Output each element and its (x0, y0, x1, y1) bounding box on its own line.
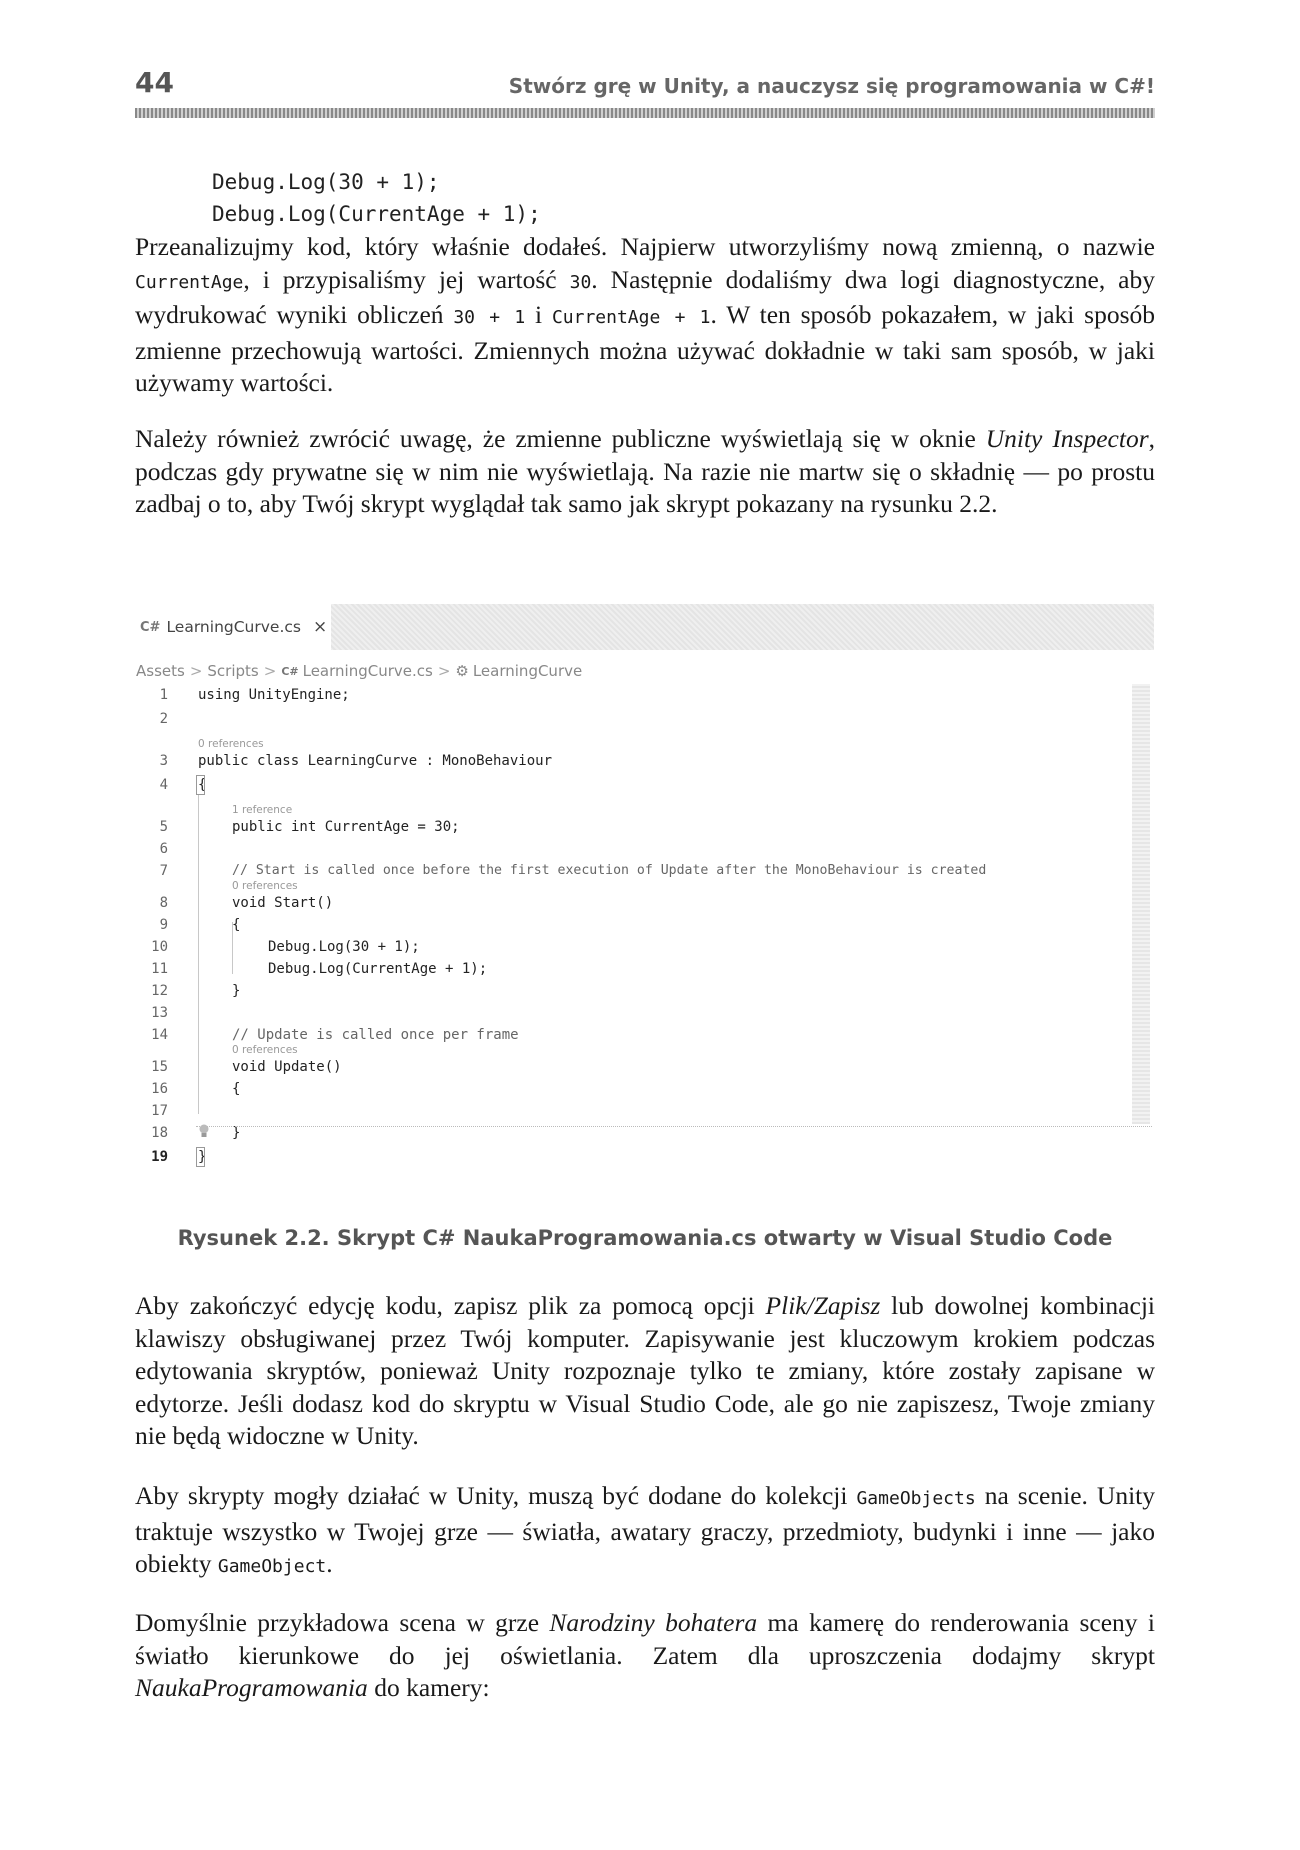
figure-caption: Rysunek 2.2. Skrypt C# NaukaProgramowania.cs otwarty w Visual Studio Code (177, 1226, 1113, 1250)
code-text: } (232, 983, 241, 999)
line-number: 19 (151, 1149, 168, 1165)
code-line-row (136, 936, 1154, 958)
italic-term: Unity Inspector (985, 424, 1149, 453)
codelens-references[interactable]: 0 references (232, 880, 298, 892)
text-run: . W ten sposób pokazałem, w jaki sposób zmienne przechowują wartości. Zmiennych można używać dokładnie w taki sam sposób, w jaki używamy wartości. (135, 300, 1155, 397)
close-icon[interactable]: × (312, 617, 328, 637)
code-line-row (136, 860, 1154, 882)
line-number: 12 (151, 983, 168, 999)
code-line-row (136, 684, 1154, 706)
csharp-file-icon: C# (140, 619, 161, 635)
text-run: i (525, 300, 552, 329)
italic-term: NaukaProgramowania (135, 1673, 368, 1702)
code-line-row (136, 892, 1154, 914)
editor-screenshot (136, 604, 1154, 1210)
text-run: ma kamerę do renderowania sceny i światło kierunkowe do jej oświetlania. Zatem dla uproszczenia dodajmy skrypt (135, 1608, 1155, 1670)
code-line: Debug.Log(30 + 1); (212, 170, 440, 194)
bracket-match-highlight (196, 1147, 205, 1167)
chevron-right-icon: > (263, 662, 277, 680)
code-text: Debug.Log(CurrentAge + 1); (268, 961, 488, 977)
line-number: 4 (159, 777, 168, 793)
text-run: , podczas gdy prywatne się w nim nie wyświetlają. Na razie nie martw się o składnię — po prostu zadbaj o to, aby Twój skrypt wyglądał tak samo jak skrypt pokazany na rysunku 2.2. (135, 424, 1156, 518)
breadcrumb (136, 660, 582, 682)
text-run: . Następnie dodaliśmy dwa logi diagnostyczne, aby wydrukować wyniki obliczeń (135, 264, 1155, 329)
editor-tab[interactable] (136, 604, 331, 650)
text-run: Aby skrypty mogły działać w Unity, muszą być dodane do kolekcji (135, 1481, 857, 1510)
paragraph-save (135, 1290, 1155, 1453)
code-text: void Start() (232, 895, 334, 911)
code-text: { (232, 1081, 241, 1097)
code-line-row (136, 914, 1154, 936)
code-line: Debug.Log(CurrentAge + 1); (212, 202, 541, 226)
code-comment: // Start is called once before the first execution of Update after the MonoBehaviour is created (232, 863, 987, 878)
codelens-references[interactable]: 0 references (232, 1044, 298, 1056)
breadcrumb-item-file[interactable]: LearningCurve.cs (302, 662, 433, 680)
running-title: Stwórz grę w Unity, a nauczysz się programowania w C#! (508, 74, 1155, 98)
running-header (135, 66, 1155, 106)
line-number: 1 (159, 687, 168, 703)
page-number: 44 (135, 66, 174, 99)
text-run: do kamery: (367, 1673, 490, 1702)
text-run: . (326, 1549, 333, 1578)
text-run: Aby zakończyć edycję kodu, zapisz plik za pomocą opcji (135, 1291, 766, 1320)
paragraph-inspector-note (135, 423, 1155, 521)
code-editor[interactable] (136, 684, 1154, 1210)
tab-label: LearningCurve.cs (166, 618, 301, 636)
vertical-scrollbar[interactable] (1132, 684, 1150, 1124)
line-number: 11 (151, 961, 168, 977)
line-number: 16 (151, 1081, 168, 1097)
editor-bottom-border (196, 1126, 1152, 1128)
inline-code: 30 + 1 (453, 307, 526, 328)
inline-code: CurrentAge (135, 271, 244, 293)
code-text: using UnityEngine; (198, 687, 350, 703)
code-line-row (136, 816, 1154, 838)
line-number: 17 (151, 1103, 168, 1119)
code-comment: // Update is called once per frame (232, 1027, 519, 1043)
text-run: , i przypisaliśmy jej wartość (243, 264, 570, 294)
class-icon: ⚙ (455, 662, 469, 680)
line-number: 3 (159, 753, 168, 769)
code-line-row (136, 838, 1154, 860)
csharp-file-icon: C# (281, 664, 299, 678)
code-text: { (198, 777, 207, 793)
code-line-row (136, 958, 1154, 980)
code-line-row (136, 774, 1154, 796)
chevron-right-icon: > (189, 662, 203, 680)
text-run: Należy również zwrócić uwagę, że zmienne publiczne wyświetlają się w oknie (135, 424, 986, 453)
line-number: 5 (159, 819, 168, 835)
code-line-row (136, 1002, 1154, 1024)
breadcrumb-item-scripts[interactable]: Scripts (207, 662, 259, 680)
code-line-row (136, 1024, 1154, 1046)
line-number: 14 (151, 1027, 168, 1043)
code-line-row (136, 980, 1154, 1002)
text-run: Domyślnie przykładowa scena w grze (135, 1608, 550, 1637)
line-number: 15 (151, 1059, 168, 1075)
inline-code: GameObject (217, 1556, 327, 1577)
line-number: 18 (151, 1125, 168, 1141)
inline-code: CurrentAge + 1 (551, 307, 711, 328)
text-run: na scenie. Unity traktuje wszystko w Twojej grze — światła, awatary graczy, przedmioty, budynki i inne — jako obiekty (135, 1481, 1155, 1578)
codelens-references[interactable]: 1 reference (232, 804, 293, 816)
breadcrumb-item-assets[interactable]: Assets (136, 662, 185, 680)
italic-term: Narodziny bohatera (549, 1608, 758, 1637)
code-line-row (136, 1146, 1154, 1168)
line-number: 13 (151, 1005, 168, 1021)
codelens-references[interactable]: 0 references (198, 738, 264, 750)
code-text: Debug.Log(30 + 1); (268, 939, 420, 955)
code-line-row (136, 1056, 1154, 1078)
paragraph-explanation (135, 231, 1155, 400)
line-number: 7 (159, 863, 168, 879)
code-text: void Update() (232, 1059, 342, 1075)
line-number: 10 (151, 939, 168, 955)
breadcrumb-item-class[interactable]: LearningCurve (472, 662, 583, 680)
header-rule (135, 108, 1155, 118)
inline-code: GameObjects (856, 1488, 976, 1509)
inline-code: 30 (569, 271, 592, 293)
line-number: 2 (159, 711, 168, 727)
code-text: public class LearningCurve : MonoBehaviour (198, 753, 553, 769)
code-line-row (136, 750, 1154, 772)
line-number: 9 (159, 917, 168, 933)
line-number: 6 (159, 841, 168, 857)
code-line-row (136, 1100, 1154, 1122)
code-text: public int CurrentAge = 30; (232, 819, 460, 835)
text-run: Przeanalizujmy kod, który właśnie dodałeś. Najpierw utworzyliśmy nową zmienną, o nazwie (135, 232, 1155, 261)
chevron-right-icon: > (437, 662, 451, 680)
editor-tab-bar (136, 604, 1154, 650)
code-line-row (136, 708, 1154, 730)
paragraph-camera (135, 1607, 1155, 1705)
line-number: 8 (159, 895, 168, 911)
code-listing (212, 166, 541, 230)
code-text: } (232, 1125, 241, 1141)
code-line-row (136, 1078, 1154, 1100)
text-run: lub dowolnej kombinacji klawiszy obsługiwanej przez Twój komputer. Zapisywanie jest kluczowym krokiem podczas edytowania skryptów, ponieważ Unity rozpoznaje tylko te zmiany, które zostały zapisane w edytorze. Jeśli dodasz kod do skryptu w Visual Studio Code, ale go nie zapiszesz, Twoje zmiany nie będą widoczne w Unity. (135, 1291, 1155, 1450)
code-text: } (198, 1149, 207, 1165)
bracket-match-highlight (196, 775, 205, 795)
italic-term: Plik/Zapisz (765, 1291, 881, 1320)
code-text: { (232, 917, 241, 933)
paragraph-gameobjects (135, 1480, 1155, 1584)
